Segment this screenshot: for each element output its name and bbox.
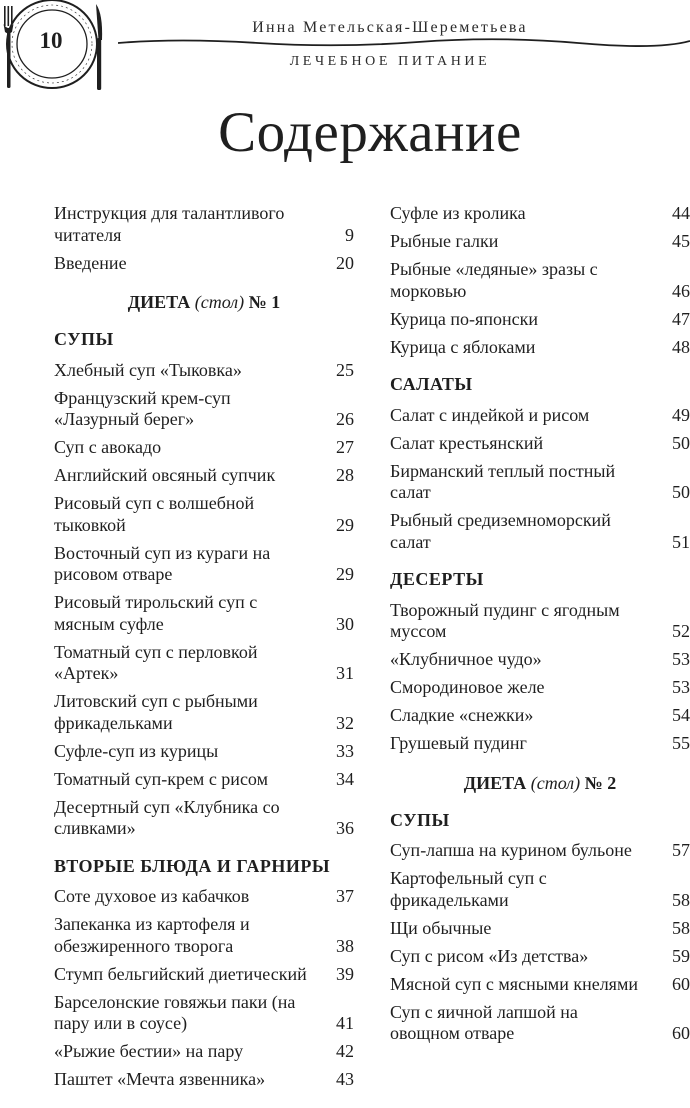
toc-entry: Рисовый суп с волшебной тыковкой 29 (54, 493, 354, 535)
toc-entry: Суфле из кролика 44 (390, 203, 690, 223)
toc-entry: Соте духовое из кабачков 37 (54, 886, 354, 906)
toc-entry: Суп-лапша на курином бульоне 57 (390, 840, 690, 860)
page-number: 10 (39, 28, 63, 53)
series-title: ЛЕЧЕБНОЕ ПИТАНИЕ (289, 54, 491, 69)
author-name: Инна Метельская-Шереметьева (252, 19, 528, 36)
toc-entry: Салат с индейкой и рисом 49 (390, 404, 690, 425)
toc-entry: Курица с яблоками 48 (390, 336, 690, 357)
toc-entry: Суп с рисом «Из детства» 59 (390, 945, 690, 966)
toc-entry: Барселонские говяжьи паки (на пару или в соусе) 41 (54, 991, 354, 1033)
diet-heading: ДИЕТА (стол) № 1 (127, 292, 281, 312)
toc-entry: Бирманский теплый постный салат 50 (390, 460, 690, 502)
toc-entry: «Клубничное чудо» 53 (390, 649, 690, 669)
toc-entry: Картофельный суп с фрикадельками 58 (390, 868, 690, 910)
toc-entry: Творожный пудинг с ягодным муссом 52 (390, 599, 690, 641)
toc-entry: Смородиновое желе 53 (390, 677, 690, 697)
section-heading: СУПЫ (390, 809, 450, 830)
toc-entry: Рыбный средиземноморский салат 51 (390, 510, 690, 552)
toc-entry: Французский крем-суп «Лазурный берег» 26 (54, 387, 354, 429)
toc-entry: Рыбные галки 45 (390, 231, 690, 251)
diet-heading: ДИЕТА (стол) № 2 (463, 772, 617, 793)
toc-entry: Суп с яичной лапшой на овощном отваре 60 (390, 1001, 690, 1043)
toc-entry: Грушевый пудинг 55 (390, 733, 690, 753)
toc-entry: Запеканка из картофеля и обезжиренного творога 38 (54, 914, 354, 956)
page-title: Содержание (218, 101, 522, 164)
toc-entry: Томатный суп-крем с рисом 34 (54, 768, 354, 789)
toc-entry: Паштет «Мечта язвенника» 43 (54, 1069, 354, 1089)
toc-entry: Рисовый тирольский суп с мясным суфле 30 (54, 592, 354, 634)
toc-entry: Томатный суп с перловкой «Артек» 31 (54, 641, 354, 683)
toc-entry: Инструкция для талантливого читателя 9 (54, 203, 354, 245)
toc-entry: Рыбные «ледяные» зразы с морковью 46 (390, 259, 690, 301)
toc-entry: Мясной суп с мясными кнелями 60 (390, 973, 690, 994)
toc-entry: Восточный суп из кураги на рисовом отваре 29 (54, 542, 354, 584)
toc-entry: Введение 20 (54, 252, 354, 273)
toc-entry: Суфле-суп из курицы 33 (54, 740, 354, 761)
section-heading: ДЕСЕРТЫ (390, 569, 484, 589)
toc-intro-list (54, 203, 354, 274)
toc-entry: «Рыжие бестии» на пару 42 (54, 1041, 354, 1061)
section-heading: САЛАТЫ (390, 374, 473, 394)
toc-entry: Сладкие «снежки» 54 (390, 705, 690, 725)
toc-entry: Суп с авокадо 27 (54, 437, 354, 457)
toc-entry: Английский овсяный супчик 28 (54, 465, 354, 485)
section-heading: СУПЫ (54, 329, 114, 349)
header-rule (118, 35, 690, 51)
toc-entry: Десертный суп «Клубника со сливками» 36 (54, 796, 354, 838)
toc-left-column (54, 203, 354, 1097)
toc-entry: Стумп бельгийский диетический 39 (54, 963, 354, 984)
toc-entry: Хлебный суп «Тыковка» 25 (54, 359, 354, 380)
toc-entry: Литовский суп с рыбными фрикадельками 32 (54, 691, 354, 733)
toc-entry: Салат крестьянский 50 (390, 432, 690, 453)
toc-entry: Курица по-японски 47 (390, 308, 690, 329)
toc-right-column (390, 203, 690, 1051)
toc-entry: Щи обычные 58 (390, 917, 690, 938)
section-heading: ВТОРЫЕ БЛЮДА И ГАРНИРЫ (54, 855, 331, 876)
